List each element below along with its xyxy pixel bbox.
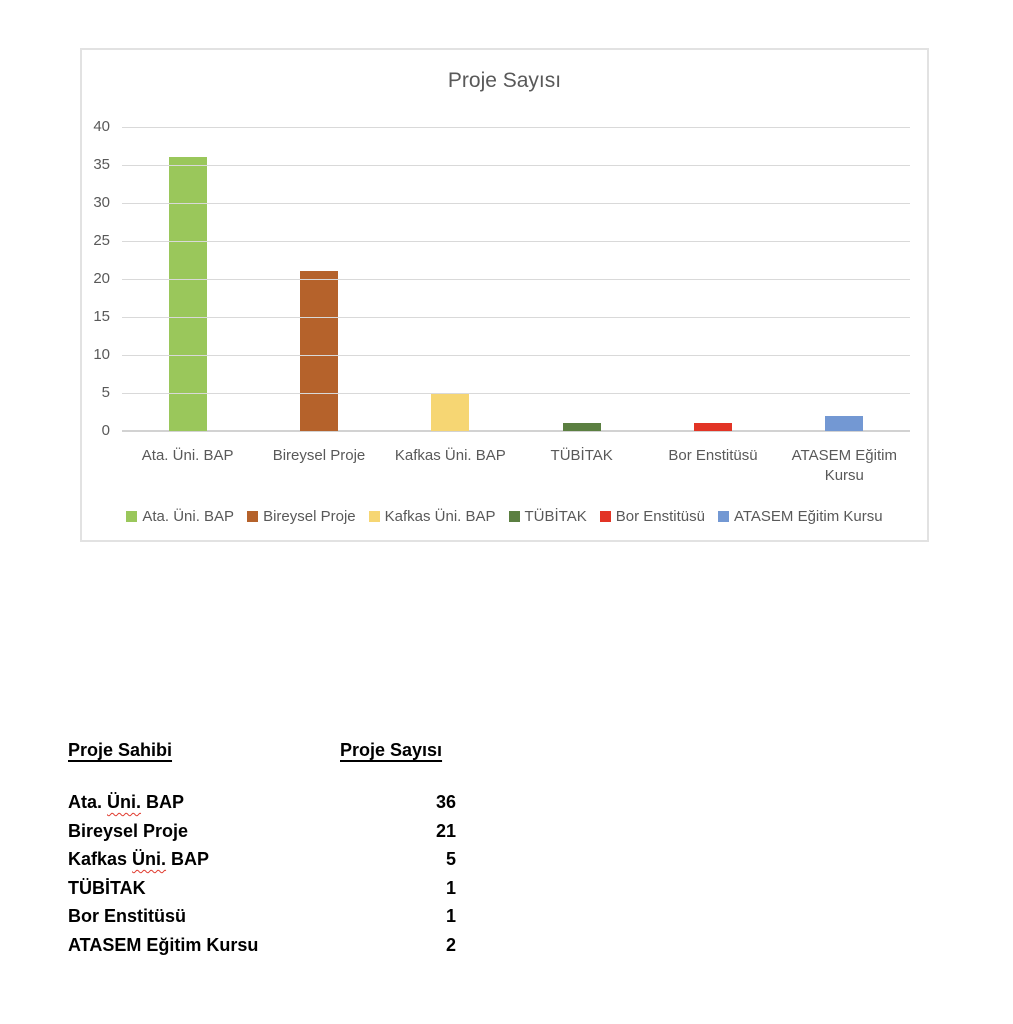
x-axis-labels xyxy=(122,446,910,486)
project-owner-cell: Ata. Üni. BAP xyxy=(68,792,185,812)
y-axis-tick-label: 35 xyxy=(93,156,110,173)
x-axis-category-label: ATASEM Eğitim Kursu xyxy=(791,447,897,484)
table-row xyxy=(68,817,456,846)
y-axis-tick-label: 10 xyxy=(93,346,110,363)
project-count-cell: 2 xyxy=(445,934,456,955)
y-axis-tick-label: 0 xyxy=(101,422,110,439)
chart-bar xyxy=(825,416,863,431)
gridline xyxy=(122,165,910,166)
legend-swatch xyxy=(247,511,258,522)
chart-bar xyxy=(431,393,469,431)
legend-item xyxy=(509,508,587,525)
legend-label: Ata. Üni. BAP xyxy=(142,508,235,525)
legend-label: Bireysel Proje xyxy=(263,508,356,525)
chart-bar xyxy=(563,423,601,431)
y-axis-tick-label: 20 xyxy=(93,270,110,287)
chart-legend xyxy=(82,508,927,525)
gridline xyxy=(122,203,910,204)
legend-item xyxy=(369,508,496,525)
table-row xyxy=(68,845,456,874)
project-table xyxy=(68,736,456,959)
legend-swatch xyxy=(126,511,137,522)
gridline xyxy=(122,355,910,356)
y-axis-tick-label: 15 xyxy=(93,308,110,325)
project-count-cell: 5 xyxy=(445,849,456,869)
x-axis-category-label: TÜBİTAK xyxy=(550,447,613,464)
y-axis-tick-label: 30 xyxy=(93,194,110,211)
y-axis-tick-label: 5 xyxy=(101,384,110,401)
gridline xyxy=(122,393,910,394)
y-axis-tick-label: 40 xyxy=(93,118,110,135)
legend-item xyxy=(600,508,705,525)
chart-title: Proje Sayısı xyxy=(447,69,562,92)
legend-swatch xyxy=(600,511,611,522)
project-owner-cell: ATASEM Eğitim Kursu xyxy=(68,934,259,955)
project-owner-cell: Bor Enstitüsü xyxy=(68,906,187,926)
y-axis-tick-label: 25 xyxy=(93,232,110,249)
legend-item xyxy=(126,508,234,525)
gridline xyxy=(122,317,910,318)
legend-swatch xyxy=(369,511,380,522)
gridline xyxy=(122,241,910,242)
spellcheck-flagged-word: Üni. xyxy=(132,849,167,869)
chart-bar xyxy=(169,157,207,431)
legend-swatch xyxy=(509,511,520,522)
legend-swatch xyxy=(718,511,729,522)
gridline xyxy=(122,127,910,128)
table-rows xyxy=(68,788,456,959)
project-count-cell: 21 xyxy=(435,820,456,841)
legend-label: ATASEM Eğitim Kursu xyxy=(733,508,883,525)
project-owner-cell: TÜBİTAK xyxy=(68,877,146,898)
table-row xyxy=(68,874,456,903)
project-count-chart[interactable] xyxy=(80,48,929,542)
x-axis-category-label: Bireysel Proje xyxy=(272,447,366,464)
x-axis-category-label: Kafkas Üni. BAP xyxy=(394,447,506,464)
legend-label: Bor Enstitüsü xyxy=(615,508,705,525)
x-axis-category-label: Bor Enstitüsü xyxy=(668,447,758,464)
legend-label: TÜBİTAK xyxy=(524,508,587,525)
project-owner-cell: Bireysel Proje xyxy=(68,820,189,841)
table-row xyxy=(68,902,456,931)
project-owner-cell: Kafkas Üni. BAP xyxy=(68,849,210,869)
spellcheck-flagged-word: Üni. xyxy=(107,792,142,812)
chart-bar xyxy=(300,271,338,431)
project-count-cell: 1 xyxy=(445,877,456,898)
plot-area xyxy=(93,118,910,439)
gridline xyxy=(122,279,910,280)
table-header-row xyxy=(68,736,456,764)
table-row xyxy=(68,931,456,960)
x-axis-category-label: Ata. Üni. BAP xyxy=(141,447,234,464)
legend-label: Kafkas Üni. BAP xyxy=(384,508,496,525)
table-row xyxy=(68,788,456,817)
table-header-count: Proje Sayısı xyxy=(340,740,443,760)
legend-item xyxy=(718,508,883,525)
legend-item xyxy=(247,508,356,525)
project-count-cell: 36 xyxy=(435,792,456,812)
project-count-cell: 1 xyxy=(445,906,456,926)
chart-bar xyxy=(694,423,732,431)
table-header-owner: Proje Sahibi xyxy=(68,740,173,760)
